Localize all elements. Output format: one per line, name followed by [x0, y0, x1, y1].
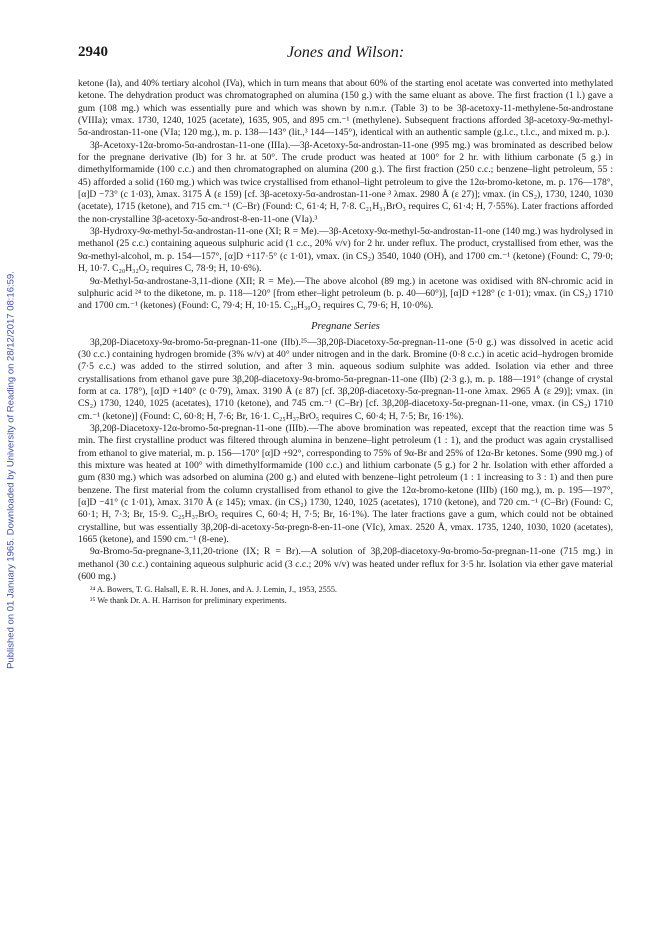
paragraph: 9α-Bromo-5α-pregnane-3,11,20-trione (IX; R = Br).—A solution of 3β,20β-diacetoxy-9α-bromo-5α-pregnan-11-one (715 mg.) in methanol (30 c.c.) containing aqueous sulphuric acid (3 c.c.; 20% v/v) was heated under reflux for 3·5 hr. Isolation via ether gave material (600 mg.): [78, 546, 613, 583]
publication-side-note: [4, 120, 18, 820]
page-number: 2940: [78, 44, 108, 60]
running-title: Jones and Wilson:: [286, 44, 405, 61]
body-text: [78, 78, 613, 583]
paragraph: 3β-Acetoxy-12α-bromo-5α-androstan-11-one (IIIa).—3β-Acetoxy-5α-androstan-11-one (995 mg.) was brominated as described below for the pregnane derivative (Ib) for 3 hr. at 50°. The crude product was heated at 100° for 2 hr. with lithium carbonate (5 g.) in dimethylformamide (100 c.c.) and then chromatographed on alumina (200 g.). The first fraction (250 c.c.; benzene–light petroleum, 55 : 45) afforded a solid (160 mg.) which was twice crystallised from ethanol–light petroleum to give the 12α-bromo-ketone, m. p. 176—178°, [α]D −73° (c 1·03), λmax. 3175 Å (ε 159) [cf. 3β-acetoxy-5α-androstan-11-one ³ λmax. 2980 Å (ε 27)]; νmax. (in CS₂), 1730, 1240, 1030 (acetate), 1715 (ketone), and 715 cm.⁻¹ (C–Br) (Found: C, 61·4; H, 7·8. C₂₁H₃₁BrO₃ requires C, 61·4; H, 7·55%). Later fractions afforded the non-crystalline 3β-acetoxy-5α-androst-8-en-11-one (VIa).³: [78, 139, 613, 225]
section-heading: Pregnane Series: [311, 320, 380, 332]
footnote: ²⁴ A. Bowers, T. G. Halsall, E. R. H. Jones, and A. J. Lemin, J., 1953, 2555.: [90, 585, 337, 595]
paragraph: 9α-Methyl-5α-androstane-3,11-dione (XII; R = Me).—The above alcohol (89 mg.) in acetone was oxidised with 8N-chromic acid in sulphuric acid ²⁴ to the diketone, m. p. 118—120° [from ether–light petroleum (b. p. 40—60°)], [α]D +128° (c 1·01); νmax. (in CS₂) 1710 and 1700 cm.⁻¹ (ketones) (Found: C, 79·4; H, 10·15. C₂₀H₃₀O₂ requires C, 79·6; H, 10·0%).: [78, 275, 613, 312]
page-header: [78, 44, 613, 66]
side-note-text: Published on 01 January 1965. Downloaded by University of Reading on 28/12/2017 08:16:59.: [5, 271, 17, 669]
journal-page: [78, 44, 613, 606]
footnote: ²⁵ We thank Dr. A. H. Harrison for preliminary experiments.: [90, 595, 287, 605]
paragraph: 3β,20β-Diacetoxy-12α-bromo-5α-pregnan-11-one (IIIb).—The above bromination was repeated, except that the reaction time was 5 min. The first crystalline product was filtered through alumina in benzene–light petroleum (1 : 1), and the product was again crystallised from ethanol to give material, m. p. 156—170° [α]D +92°, corresponding to 75% of 9α-Br and 25% of 12α-Br ketones. Some (990 mg.) of this mixture was heated at 100° with dimethylformamide (100 c.c.) and lithium carbonate (5 g.) for 2 hr. Isolation with ether afforded a gum (830 mg.) which was adsorbed on alumina (200 g.) and eluted with benzene–light petroleum (1 : 1 increasing to 3 : 1) and then pure benzene. The first material from the column crystallised from ethanol to give the 12α-bromo-ketone (IIIb) (160 mg.), m. p. 195—197°, [α]D −41° (c 1·01), λmax. 3170 Å (ε 145); νmax. (in CS₂) 1730, 1240, 1025 (acetates), 1710 (ketone), and 720 cm.⁻¹ (C–Br) (Found: C, 60·1; H, 7·3; Br, 15·9. C₂₅H₃₇BrO₅ requires C, 60·4; H, 7·5; Br, 16·1%). The later fractions gave a gum, which could not be obtained crystalline, but was essentially 3β,20β-di-acetoxy-5α-pregn-8-en-11-one (VIc), λmax. 2520 Å, νmax. 1735, 1240, 1030, 1020 (acetates), 1665 (ketone), and 1590 cm.⁻¹ (8-ene).: [78, 422, 613, 546]
footnotes: [78, 585, 613, 606]
paragraph: 3β-Hydroxy-9α-methyl-5α-androstan-11-one (XI; R = Me).—3β-Acetoxy-9α-methyl-5α-androstan-11-one (140 mg.) was hydrolysed in methanol (25 c.c.) containing aqueous sulphuric acid (1 c.c., 20% v/v) for 2 hr. under reflux. The product, crystallised from ether, was the 9α-methyl-alcohol, m. p. 154—157°, [α]D +117·5° (c 1·01), νmax. (in CS₂) 3540, 1040 (OH), and 1700 cm.⁻¹ (ketone) (Found: C, 79·0; H, 10·7. C₂₀H₃₂O₂ requires C, 78·9; H, 10·6%).: [78, 226, 613, 275]
paragraph: 3β,20β-Diacetoxy-9α-bromo-5α-pregnan-11-one (IIb).²⁵—3β,20β-Diacetoxy-5α-pregnan-11-one (5·0 g.) was dissolved in acetic acid (30 c.c.) containing hydrogen bromide (3% w/v) at 40° under nitrogen and in the dark. Bromine (0·8 c.c.) in acetic acid–hydrogen bromide (7·5 c.c.) was added to the stirred solution, and after 3 min. aqueous sodium sulphite was added. Isolation via ether and three crystallisations from ethanol gave pure 3β,20β-diacetoxy-9α-bromo-5α-pregnan-11-one (IIb) (2·3 g.), m. p. 188—191° (change of crystal form at ca. 178°), [α]D +140° (c 0·79), λmax. 3190 Å (ε 87) [cf. 3β,20β-diacetoxy-5α-pregnan-11-one λmax. 2965 Å (ε 29)]; νmax. (in CS₂) 1730, 1240, 1025 (acetates), 1710 (ketone), and 745 cm.⁻¹ (C–Br) [cf. 3β,20β-diacetoxy-5α-pregnan-11-one, νmax. (in CS₂) 1710 cm.⁻¹ (ketone)] (Found: C, 60·8; H, 7·6; Br, 16·1. C₂₅H₃₇BrO₅ requires C, 60·4; H, 7·5; Br, 16·1%).: [78, 336, 613, 422]
paragraph: ketone (Ia), and 40% tertiary alcohol (IVa), which in turn means that about 60% of the starting enol acetate was converted into methylated ketone. The dehydration product was chromatographed on alumina (150 g.) with the same eluant as above. The first fraction (1 l.) gave a gum (108 mg.) which was essentially pure and which was shown by n.m.r. (Table 3) to be 3β-acetoxy-11-methylene-5α-androstane (VIIIa); νmax. 1730, 1240, 1025 (acetate), 1635, 905, and 895 cm.⁻¹ (methylene). Subsequent fractions afforded 3β-acetoxy-9α-methyl-5α-androstan-11-one (VIa; 120 mg.), m. p. 138—143° (lit.,³ 144—145°), identical with an authentic sample (g.l.c., t.l.c., and mixed m. p.).: [78, 78, 613, 139]
